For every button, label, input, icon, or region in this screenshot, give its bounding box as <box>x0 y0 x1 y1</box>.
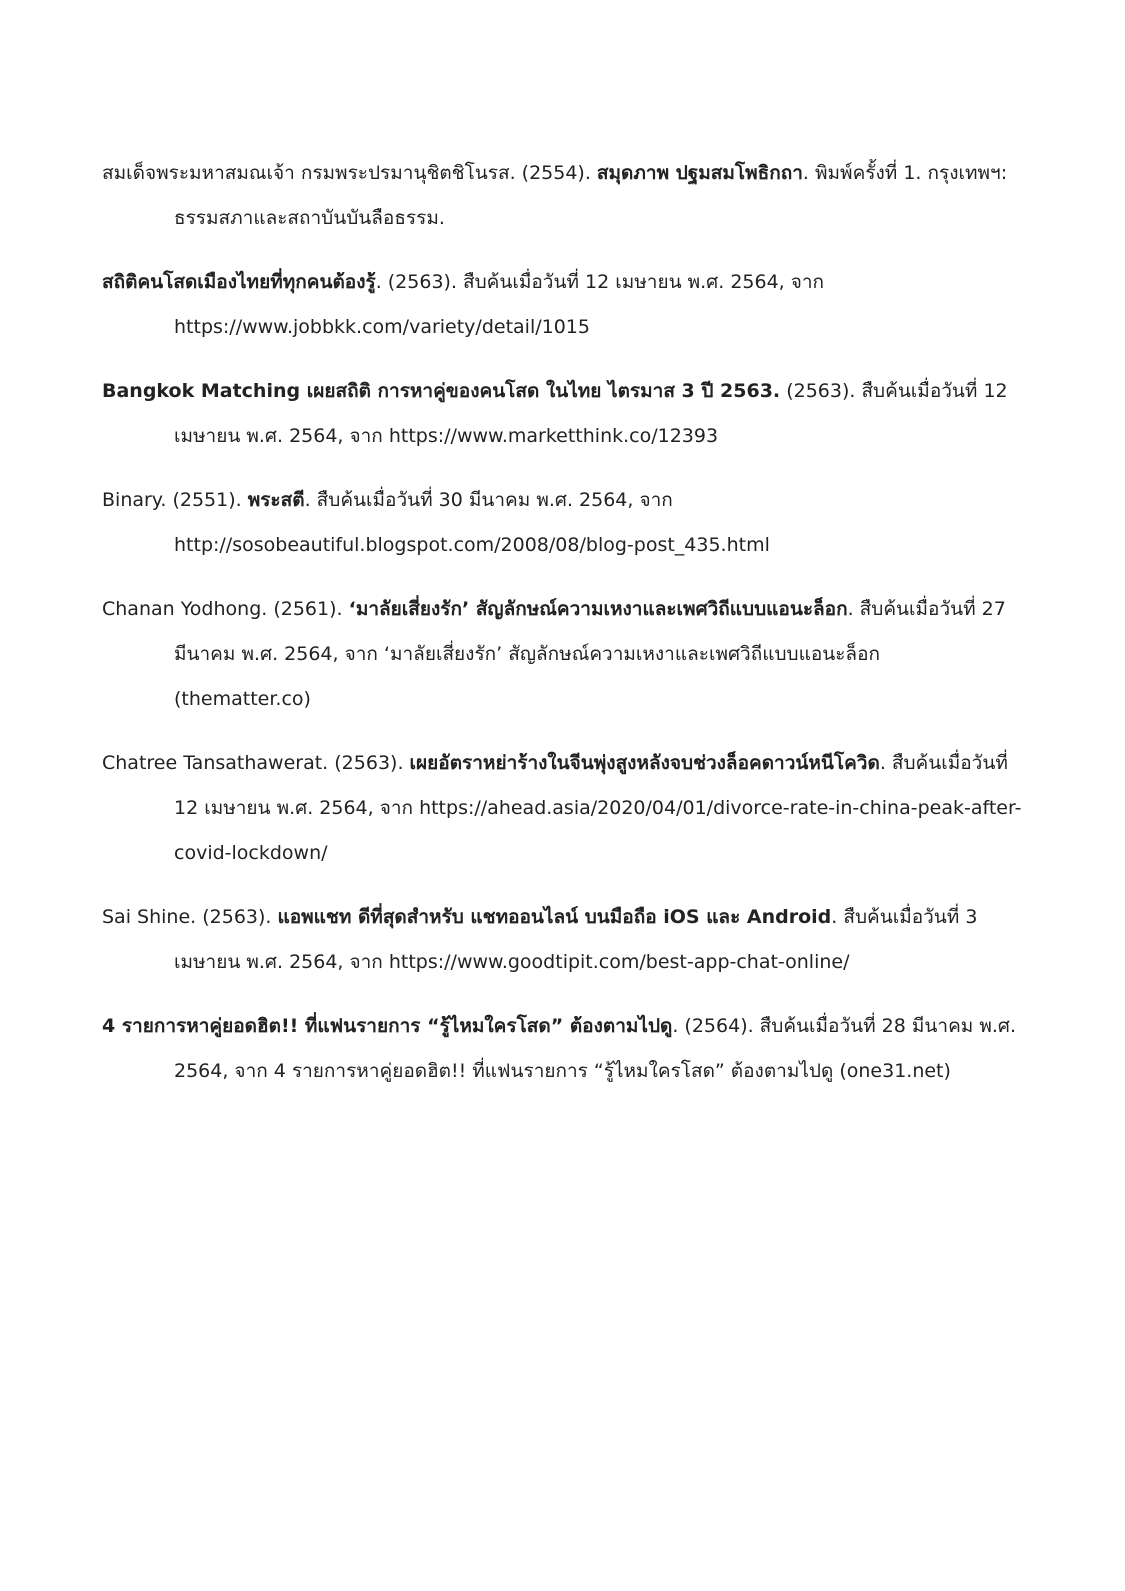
ref-details: . สืบค้นเมื่อวันที่ 27 มีนาคม พ.ศ. 2564, จาก ‘มาลัยเสี่ยงรัก’ สัญลักษณ์ความเหงาและเพศวิถีแบบแอนะล็อก (thematter.co) <box>174 598 1006 710</box>
ref-title: สมุดภาพ ปฐมสมโพธิกถา <box>596 162 803 184</box>
reference-entry-7 <box>102 895 1022 985</box>
ref-details: . สืบค้นเมื่อวันที่ 12 เมษายน พ.ศ. 2564, จาก https://ahead.asia/2020/04/01/divorce-rate-in-china-peak-after-covid-lockdown/ <box>174 752 1022 864</box>
ref-title: Bangkok Matching เผยสถิติ การหาคู่ของคนโสด ในไทย ไตรมาส 3 ปี 2563. <box>102 380 781 402</box>
ref-title: แอพแชท ดีที่สุดสำหรับ แชทออนไลน์ บนมือถือ iOS และ Android <box>277 906 832 928</box>
ref-year: (2551). <box>172 489 242 511</box>
ref-year: (2554). <box>521 162 591 184</box>
ref-year: (2563). <box>202 906 272 928</box>
ref-author: Binary. <box>102 489 167 511</box>
reference-entry-3 <box>102 369 1022 459</box>
ref-author: Sai Shine. <box>102 906 197 928</box>
reference-entry-5 <box>102 587 1022 722</box>
ref-author: สมเด็จพระมหาสมณเจ้า กรมพระปรมานุชิตชิโนรส. <box>102 162 516 184</box>
ref-author: Chatree Tansathawerat. <box>102 752 329 774</box>
ref-title: ‘มาลัยเสี่ยงรัก’ สัญลักษณ์ความเหงาและเพศวิถีแบบแอนะล็อก <box>348 598 848 620</box>
ref-year: (2563). <box>334 752 404 774</box>
ref-details: . สืบค้นเมื่อวันที่ 3 เมษายน พ.ศ. 2564, จาก https://www.goodtipit.com/best-app-chat-online/ <box>174 906 978 973</box>
reference-entry-2 <box>102 260 1022 350</box>
ref-author: Chanan Yodhong. <box>102 598 268 620</box>
ref-title: พระสตี <box>247 489 305 511</box>
ref-details: . สืบค้นเมื่อวันที่ 30 มีนาคม พ.ศ. 2564, จาก http://sosobeautiful.blogspot.com/2008/08/blog-post_435.html <box>174 489 770 556</box>
ref-title: สถิติคนโสดเมืองไทยที่ทุกคนต้องรู้ <box>102 271 376 293</box>
ref-title: 4 รายการหาคู่ยอดฮิต!! ที่แฟนรายการ “รู้ไหมใครโสด” ต้องตามไปดู <box>102 1015 673 1037</box>
ref-details: . (2564). สืบค้นเมื่อวันที่ 28 มีนาคม พ.ศ. 2564, จาก 4 รายการหาคู่ยอดฮิต!! ที่แฟนรายการ “รู้ไหมใครโสด” ต้องตามไปดู (one31.net) <box>174 1015 1017 1082</box>
ref-title: เผยอัตราหย่าร้างในจีนพุ่งสูงหลังจบช่วงล็อคดาวน์หนีโควิด <box>409 752 880 774</box>
ref-details: . (2563). สืบค้นเมื่อวันที่ 12 เมษายน พ.ศ. 2564, จาก https://www.jobbkk.com/variety/detail/1015 <box>174 271 825 338</box>
reference-list <box>102 151 1022 1113</box>
reference-entry-8 <box>102 1004 1022 1094</box>
ref-year: (2561). <box>273 598 343 620</box>
reference-entry-6 <box>102 741 1022 876</box>
ref-details: (2563). สืบค้นเมื่อวันที่ 12 เมษายน พ.ศ. 2564, จาก https://www.marketthink.co/12393 <box>174 380 1008 447</box>
reference-entry-4 <box>102 478 1022 568</box>
ref-details: . พิมพ์ครั้งที่ 1. กรุงเทพฯ: ธรรมสภาและสถาบันบันลือธรรม. <box>174 162 1008 229</box>
reference-entry-1 <box>102 151 1022 241</box>
